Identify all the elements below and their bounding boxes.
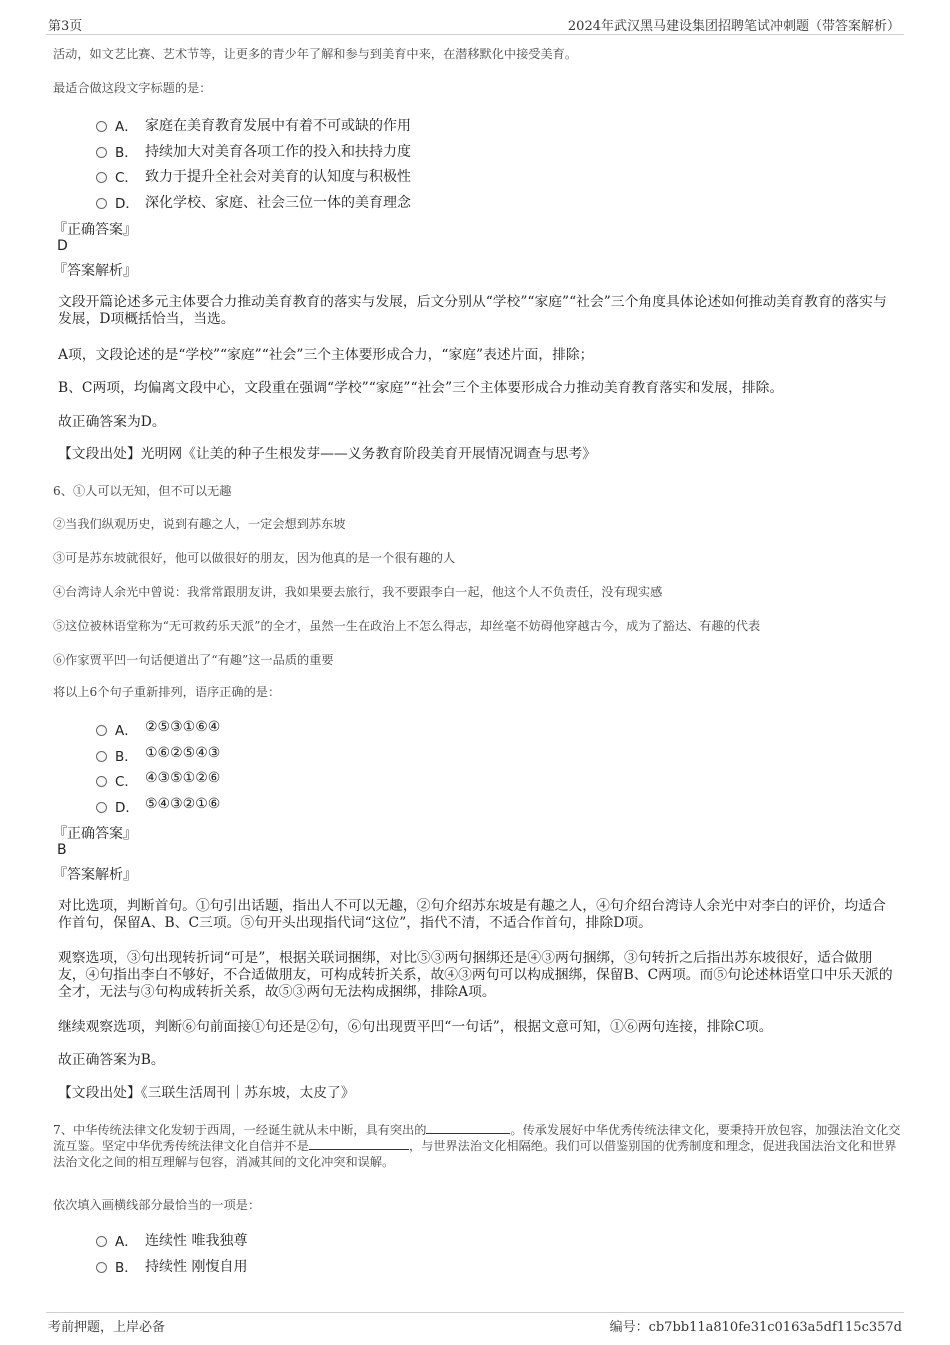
q6-sentence-6: ⑥作家贾平凹一句话便道出了“有趣”这一品质的重要 bbox=[53, 653, 334, 667]
q7-prompt: 依次填入画横线部分最恰当的一项是： bbox=[53, 1198, 261, 1212]
q5-analysis-2: A项，文段论述的是“学校”“家庭”“社会”三个主体要形成合力，“家庭”表述片面，排除； bbox=[58, 347, 594, 363]
q6-analysis-1: 对比选项，判断首句。①句引出话题，指出人不可以无趣，②句介绍苏东坡是有趣之人，④句介绍台湾诗人余光中对李白的评价，均适合作首句，保留A、B、C三项。⑤句开头出现指代词“这位”，指代不清，不适合作首句，排除D项。 bbox=[58, 898, 886, 931]
q6-prompt: 将以上6个句子重新排列，语序正确的是： bbox=[53, 685, 281, 699]
radio-icon[interactable] bbox=[96, 1236, 107, 1247]
q6-analysis-2: 观察选项，③句出现转折词“可是”，根据关联词捆绑，对比⑤③两句捆绑还是④③两句捆绑，③句转折之后指出苏东坡很好，适合做朋友，④句指出李白不够好，不合适做朋友，可构成转折关系，故④③两句可以构成捆绑，保留B、C两项。而⑤句论述林语堂口中乐天派的全才，无法与③句构成转折关系，故⑤③两句无法构成捆绑，排除A项。 bbox=[58, 950, 893, 1000]
q6-sentence-2: ②当我们纵观历史，说到有趣之人，一定会想到苏东坡 bbox=[53, 517, 346, 531]
q5-analysis-label: 『答案解析』 bbox=[53, 263, 137, 279]
radio-icon[interactable] bbox=[96, 147, 107, 158]
q6-answer-label: 『正确答案』 bbox=[53, 826, 137, 842]
document-title: 2024年武汉黑马建设集团招聘笔试冲刺题（带答案解析） bbox=[567, 19, 900, 34]
q6-analysis-4: 故正确答案为B。 bbox=[58, 1052, 165, 1068]
q6-source: 【文段出处】《三联生活周刊｜苏东坡，太皮了》 bbox=[58, 1085, 355, 1101]
q5-analysis-4: 故正确答案为D。 bbox=[58, 414, 166, 430]
q6-sentence-1: 6、①人可以无知，但不可以无趣 bbox=[53, 484, 232, 498]
q7-passage: 7、中华传统法律文化发轫于西周，一经诞生就从未中断，具有突出的 。传承发展好中华优秀传统法律文化，要秉持开放包容，加强法治文化交流互鉴。坚定中华优秀传统法律文化自信并不是 ，与世界法治文化相隔绝。我们可以借鉴别国的优秀制度和理念，促进我国法治文化和世界法治文化之间的相互理解与包容，消减其间的文化冲突和误解。 bbox=[53, 1123, 901, 1169]
q6-sentence-5: ⑤这位被林语堂称为“无可救药乐天派”的全才，虽然一生在政治上不怎么得志，却丝毫不妨碍他穿越古今，成为了豁达、有趣的代表 bbox=[53, 619, 761, 633]
footer-slogan: 考前押题，上岸必备 bbox=[48, 1320, 166, 1335]
q6-analysis-label: 『答案解析』 bbox=[53, 867, 137, 883]
document-code: 编号：cb7bb11a810fe31c0163a5df115c357d bbox=[609, 1320, 902, 1335]
q6-analysis-3: 继续观察选项，判断⑥句前面接①句还是②句，⑥句出现贾平凹“一句话”，根据文意可知，①⑥两句连接，排除C项。 bbox=[58, 1019, 773, 1035]
radio-icon[interactable] bbox=[96, 725, 107, 736]
radio-icon[interactable] bbox=[96, 198, 107, 209]
fill-blank-1[interactable] bbox=[426, 1122, 510, 1134]
q5-source: 【文段出处】光明网《让美的种子生根发芽——义务教育阶段美育开展情况调查与思考》 bbox=[58, 446, 597, 462]
radio-icon[interactable] bbox=[96, 776, 107, 787]
q5-analysis-1: 文段开篇论述多元主体要合力推动美育教育的落实与发展，后文分别从“学校”“家庭”“社会”三个角度具体论述如何推动美育教育的落实与发展，D项概括恰当，当选。 bbox=[58, 294, 887, 327]
q6-sentence-4: ④台湾诗人余光中曾说：我常常跟朋友讲，我如果要去旅行，我不要跟李白一起，他这个人不负责任，没有现实感 bbox=[53, 585, 663, 599]
q5-analysis-3: B、C两项，均偏离文段中心，文段重在强调“学校”“家庭”“社会”三个主体要形成合力推动美育教育落实和发展，排除。 bbox=[58, 380, 784, 396]
q5-passage-tail: 活动，如文艺比赛、艺术节等，让更多的青少年了解和参与到美育中来，在潜移默化中接受美育。 bbox=[53, 47, 578, 61]
radio-icon[interactable] bbox=[96, 802, 107, 813]
page-header bbox=[46, 14, 904, 35]
radio-icon[interactable] bbox=[96, 172, 107, 183]
q6-answer: B bbox=[57, 842, 67, 858]
q5-answer: D bbox=[57, 238, 68, 254]
radio-icon[interactable] bbox=[96, 751, 107, 762]
q6-sentence-3: ③可是苏东坡就很好，他可以做很好的朋友，因为他真的是一个很有趣的人 bbox=[53, 551, 456, 565]
q5-prompt: 最适合做这段文字标题的是： bbox=[53, 81, 212, 95]
radio-icon[interactable] bbox=[96, 1262, 107, 1273]
page-number: 第3页 bbox=[48, 19, 83, 34]
page-footer bbox=[46, 1312, 904, 1337]
q5-answer-label: 『正确答案』 bbox=[53, 222, 137, 238]
fill-blank-2[interactable] bbox=[309, 1138, 409, 1150]
radio-icon[interactable] bbox=[96, 121, 107, 132]
